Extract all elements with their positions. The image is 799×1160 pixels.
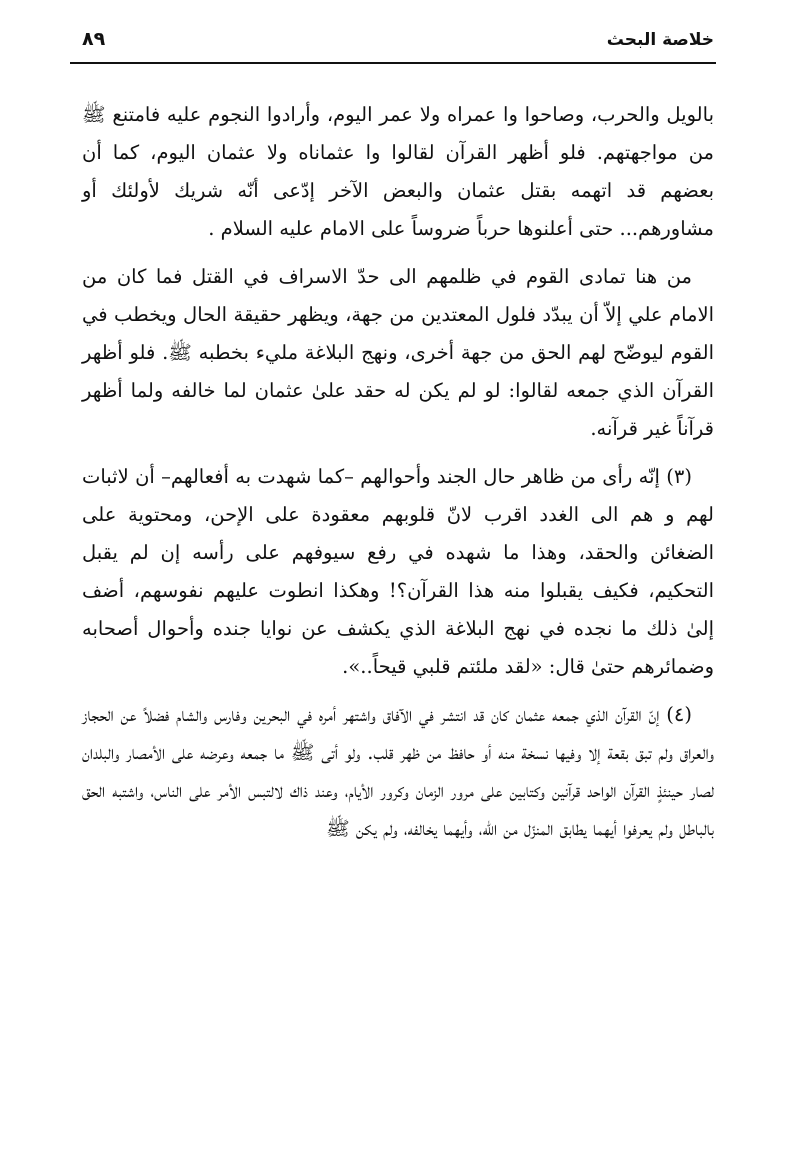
running-header bbox=[82, 28, 714, 62]
running-header-title: خلاصة البحث bbox=[606, 30, 714, 50]
header-divider bbox=[70, 62, 716, 64]
paragraph-1: بالويل والحرب، وصاحوا وا عمراه ولا عمر اليوم، وأرادوا النجوم عليه فامتنع ﷺ من مواجهتهم. فلو أظهر القرآن لقالوا وا عثماناه ولا عثمان اليوم، كما أن بعضهم قد اتهمه بقتل عثمان والبعض الآخر إدّعى أنّه شريك لأولئك أو مشاورهم... حتى أعلنوها حرباً ضروساً على الامام عليه السلام . bbox=[82, 103, 714, 240]
paragraph-spacer bbox=[82, 248, 714, 258]
paragraph-spacer bbox=[82, 448, 714, 458]
paragraph-4: (٤) إنّ القرآن الذي جمعه عثمان كان قد انتشر في الآفاق واشتهر أمره في البحرين وفارس والشام فضلاً عن الحجاز والعراق ولم تبق بقعة إلا وفيها نسخة منه أو حافظ من ظهر قلب. ولو أتى ﷺ ما جمعه وعرضه على الأمصار والبلدان لصار حينئذٍ القرآن الواحد قرآنين وكتابين على مرور الزمان وكرور الأيام، وعند ذاك لالتبس الأمر على الناس، واشتبه الحق بالباطل ولم يعرفوا أيهما يطابق المنزّل من الله، وأيهما يخالفه، ولم يكن ﷺ bbox=[82, 703, 714, 840]
page-body bbox=[82, 96, 714, 848]
page-number: ٨٩ bbox=[82, 28, 106, 50]
paragraph-spacer bbox=[82, 686, 714, 696]
paragraph-3: (٣) إنّه رأى من ظاهر حال الجند وأحوالهم –كما شهدت به أفعالهم– أن لاثبات لهم و هم الى الغدد اقرب لانّ قلوبهم معقودة على الإحن، ومحتوية على الضغائن والحقد، وهذا ما شهده في رفع سيوفهم على رأسه إن لم يقبل التحكيم، فكيف يقبلوا منه هذا القرآن؟! وهكذا انطوت عليهم نفوسهم، أضف إلىٰ ذلك ما نجده في نهج البلاغة الذي يكشف عن نوايا جنده وأحوال أصحابه وضمائرهم حتىٰ قال: «لقد ملئتم قلبي قيحاً..». bbox=[82, 465, 714, 678]
paragraph-2: من هنا تمادى القوم في ظلمهم الى حدّ الاسراف في القتل فما كان من الامام علي إلاّ أن يبدّد فلول المعتدين من جهة، ويظهر حقيقة الحال ويخطب في القوم ليوضّح لهم الحق من جهة أخرى، ونهج البلاغة مليء بخطبه ﷺ. فلو أظهر القرآن الذي جمعه لقالوا: لو لم يكن له حقد علىٰ عثمان لما خالفه ولما أظهر قرآناً غير قرآنه. bbox=[82, 265, 714, 440]
